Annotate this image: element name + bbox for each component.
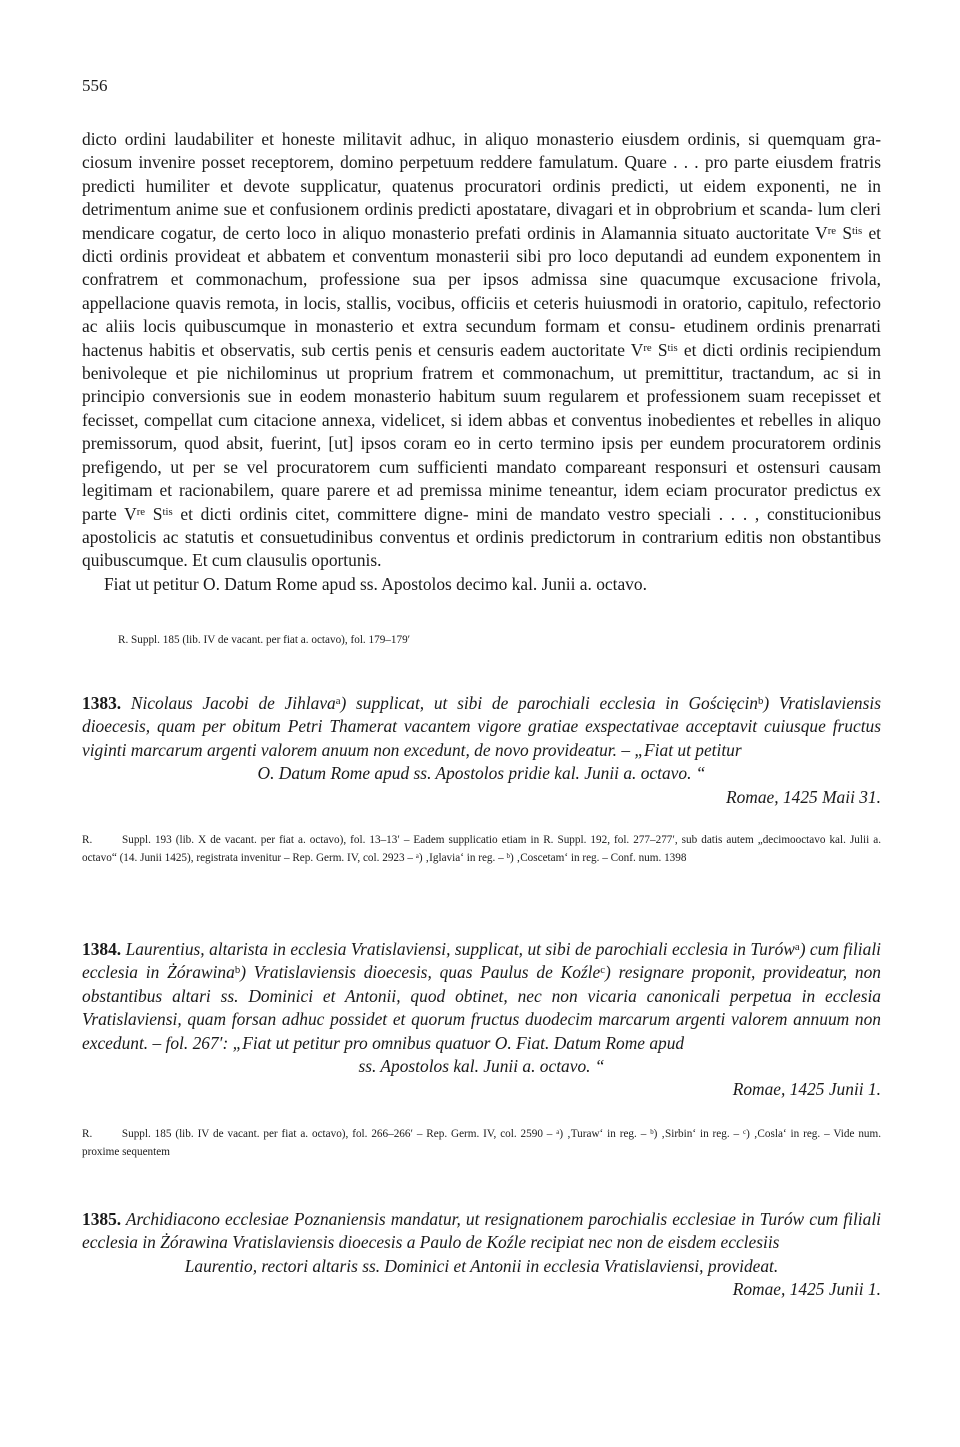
entry-number: 1385. [82,1209,122,1229]
text-line: auctoritate V [735,222,828,243]
text-line: minime teneantur, idem eciam procurator predictus ex parte V [82,480,881,524]
footnote-marker: a [794,941,800,954]
note-text: R. [82,1128,93,1140]
text-line: etudinem ordinis prenarrati hactenus habitis et observatis, sub certis penis et censuris eadem auctoritate [82,316,881,360]
text-fragment: et dicti ordinis recipiendum benivoleque et pie nichilominus ut proprium fratrem et commonachum, [82,339,881,384]
entry-dating-line: O. Datum Rome apud ss. Apostolos pridie kal. Junii a. octavo. “ [257,763,706,784]
entry-text: ) Vratislaviensis dioecesis, quam per obitum Petri Thamerat vacantem vigore gratiae exspectativae acceptavit cuiusque fructus viginti marcarum argenti valorem anuum non excedunt, de novo provideatur. – „Fiat ut petitur [82,693,881,760]
text-fragment: S [836,222,853,243]
text-line: conventus inobedientes et rebelles in aliquo premissorum, quod absit, fuerint, [ut] ipsos coram eo in certo [82,409,881,454]
footnote-marker: c [600,964,606,977]
text-line: oratorio, capitulo, refectorio ac aliis locis quibuscumque in monasterio et extra secundum formam et consu- [82,292,881,337]
continuation-text [82,128,881,596]
superscript: re [136,505,146,518]
note-text: Suppl. 185 (lib. IV de vacant. per fiat a. octavo), fol. 266–266′ – Rep. Germ. IV, col. 2590 – [118,1128,557,1140]
text-line: mandato compareant responsuri et ostensuri causam legitimam et racionabilem, quare parere et ad premissa [82,456,881,501]
superscript: re [643,341,652,354]
note-text: ) ‚Iglavia‘ in reg. – [418,851,507,864]
text-line: et professionem suam recepisset et fecisset, compellat cum citacione annexa, videlicet, si idem abbas et [82,386,881,430]
continuation-paragraph [82,128,881,573]
footnote-marker: b [506,851,510,860]
entry-text: Nicolaus Jacobi de Jihlava [121,693,336,713]
text-line: mini de mandato vestro speciali . . . , constitucionibus apostolicis ac statutis et consuetudinibus conventus et [82,503,881,547]
entry-number: 1384. [82,939,122,959]
archival-note [82,632,881,650]
entry-1384 [82,938,881,1102]
text-line: excusacione frivola, appellacione quavis remota, in locis, stallis, vocibus, officiis et ceteris huiusmodi in [82,269,881,313]
note-text: Suppl. 193 (lib. X de vacant. per fiat a. octavo), fol. 13–13′ – Eadem supplicatio etiam in R. Suppl. 192, fol. 277–277′, sub datis autem „decimooctavo kal. Julii a. octavo“ (14. Junii 1425), registrata invenitur – Rep. Germ. IV, col. 2923 – [82,834,881,864]
entry-date: Romae, 1425 Junii 1. [732,1279,881,1300]
entry-text: ) resignare proponit, provideatur, non obstantibus altari ss. Dominici et Antonii, quod obtinet, nec non vicaria canonicali perpetua in ecclesia Vratislaviensi, quam forsan adhuc possidet et quorum fructus duodecim marcarum argenti valorem annuum non excedunt. – fol. 267′: „Fiat ut petitur pro omnibus quatuor O. Fiat. Datum Rome apud [82,962,881,1053]
footnote-marker: a [556,1127,560,1136]
text-line: lum cleri mendicare cogatur, de certo loco in aliquo monasterio prefati ordinis in Alamannia situato [82,199,881,243]
text-line: V [630,339,644,360]
text-line: ut premittitur, tractandum, ac si in principio conversionis sue in eodem monasterio habitum suum regularem [82,363,881,407]
text-fragment: S [651,339,668,360]
entry-dating-line: ss. Apostolos kal. Junii a. octavo. “ [358,1056,605,1077]
superscript: tis [667,341,678,354]
text-line: ordinis predictorum in contrarium editis non obstantibus quibuscumque. Et cum clausulis oportunis. [82,526,881,571]
entry-text: ) supplicat, ut sibi de parochiali ecclesia in Gościęcin [340,693,759,713]
superscript: re [827,224,837,237]
text-line: dicto ordini laudabiliter et honeste militavit adhuc, in aliquo monasterio eiusdem ordinis, si quemquam gra- [82,129,881,149]
entry-text: Laurentius, altarista in ecclesia Vratislaviensi, supplicat, ut sibi de parochiali ecclesia in Turów [121,939,795,959]
footnote-marker: c [743,1127,747,1136]
text-line: termino ipsis per eundem procuratorem ordinis prefigendo, ut per se vel procuratorem cum sufficienti [82,433,881,477]
footnote-marker: b [650,1127,654,1136]
entry-text: ) Vratislaviensis dioecesis, quas Paulus de Koźle [240,962,601,983]
entry-dating-line: Laurentio, rectori altaris ss. Dominici et Antonii in ecclesia Vratislaviensi, provideat. [184,1255,779,1276]
entry-1385 [82,1208,881,1302]
entry-date: Romae, 1425 Junii 1. [732,1079,881,1100]
entry-1383-note [82,832,881,867]
note-text: R. [82,834,93,846]
entry-text: ) cum filiali ecclesia in Żórawina [82,939,881,983]
note-text: ) ‚Coscetam‘ in reg. – Conf. num. 1398 [509,851,687,864]
footnote-marker: a [415,851,419,860]
note-text: ) ‚Cosla‘ in reg. – Vide num. proxime sequentem [82,1128,882,1158]
entry-1384-note [82,1126,881,1161]
entry-number: 1383. [82,693,122,713]
superscript: tis [162,505,173,518]
text-line: fratris predicti humiliter et devote supplicatur, quatenus procuratori ordinis predicti, ut eidem exponenti, ne [82,152,881,196]
footnote-marker: b [758,695,764,708]
note-text: ) ‚Sirbin‘ in reg. – [653,1128,743,1140]
note-text: ) ‚Turaw‘ in reg. – [559,1128,651,1140]
text-fragment: et dicti ordinis citet, committere digne- [172,503,469,524]
footnote-marker: b [234,964,241,977]
note-text: R. Suppl. 185 (lib. IV de vacant. per fiat a. octavo), fol. 179–179′ [118,634,411,646]
fiat-clause: Fiat ut petitur O. Datum Rome apud ss. Apostolos decimo kal. Junii a. octavo. [104,573,647,594]
page-number: 556 [82,76,108,95]
text-fragment: et dicti ordinis provideat et abbatem et conventum monasterii sibi pro loco deputandi ad [82,222,882,267]
entry-date: Romae, 1425 Maii 31. [725,786,881,807]
entry-1383 [82,692,881,809]
text-line: ciosum invenire posset receptorem, domino perpetuum reddere famulatum. Quare . . . pro parte eiusdem [82,152,834,173]
superscript: tis [852,224,863,237]
text-line: eundem exponentem in confratrem et commonachum, professione sua per ipsos admissa sine quacumque [82,246,881,290]
footnote-marker: a [335,695,341,708]
text-fragment: S [145,503,163,524]
entry-text: Archidiacono ecclesiae Poznaniensis mandatur, ut resignationem parochialis ecclesiae in Turów cum filiali ecclesia in Żórawina Vratislaviensis dioecesis a Paulo de Koźle recipiat nec non de eisdem ecclesiis [82,1209,881,1253]
text-line: in detrimentum anime sue et confusionem ordinis predicti apostatare, divagari et in obprobrium et scanda- [82,175,881,220]
